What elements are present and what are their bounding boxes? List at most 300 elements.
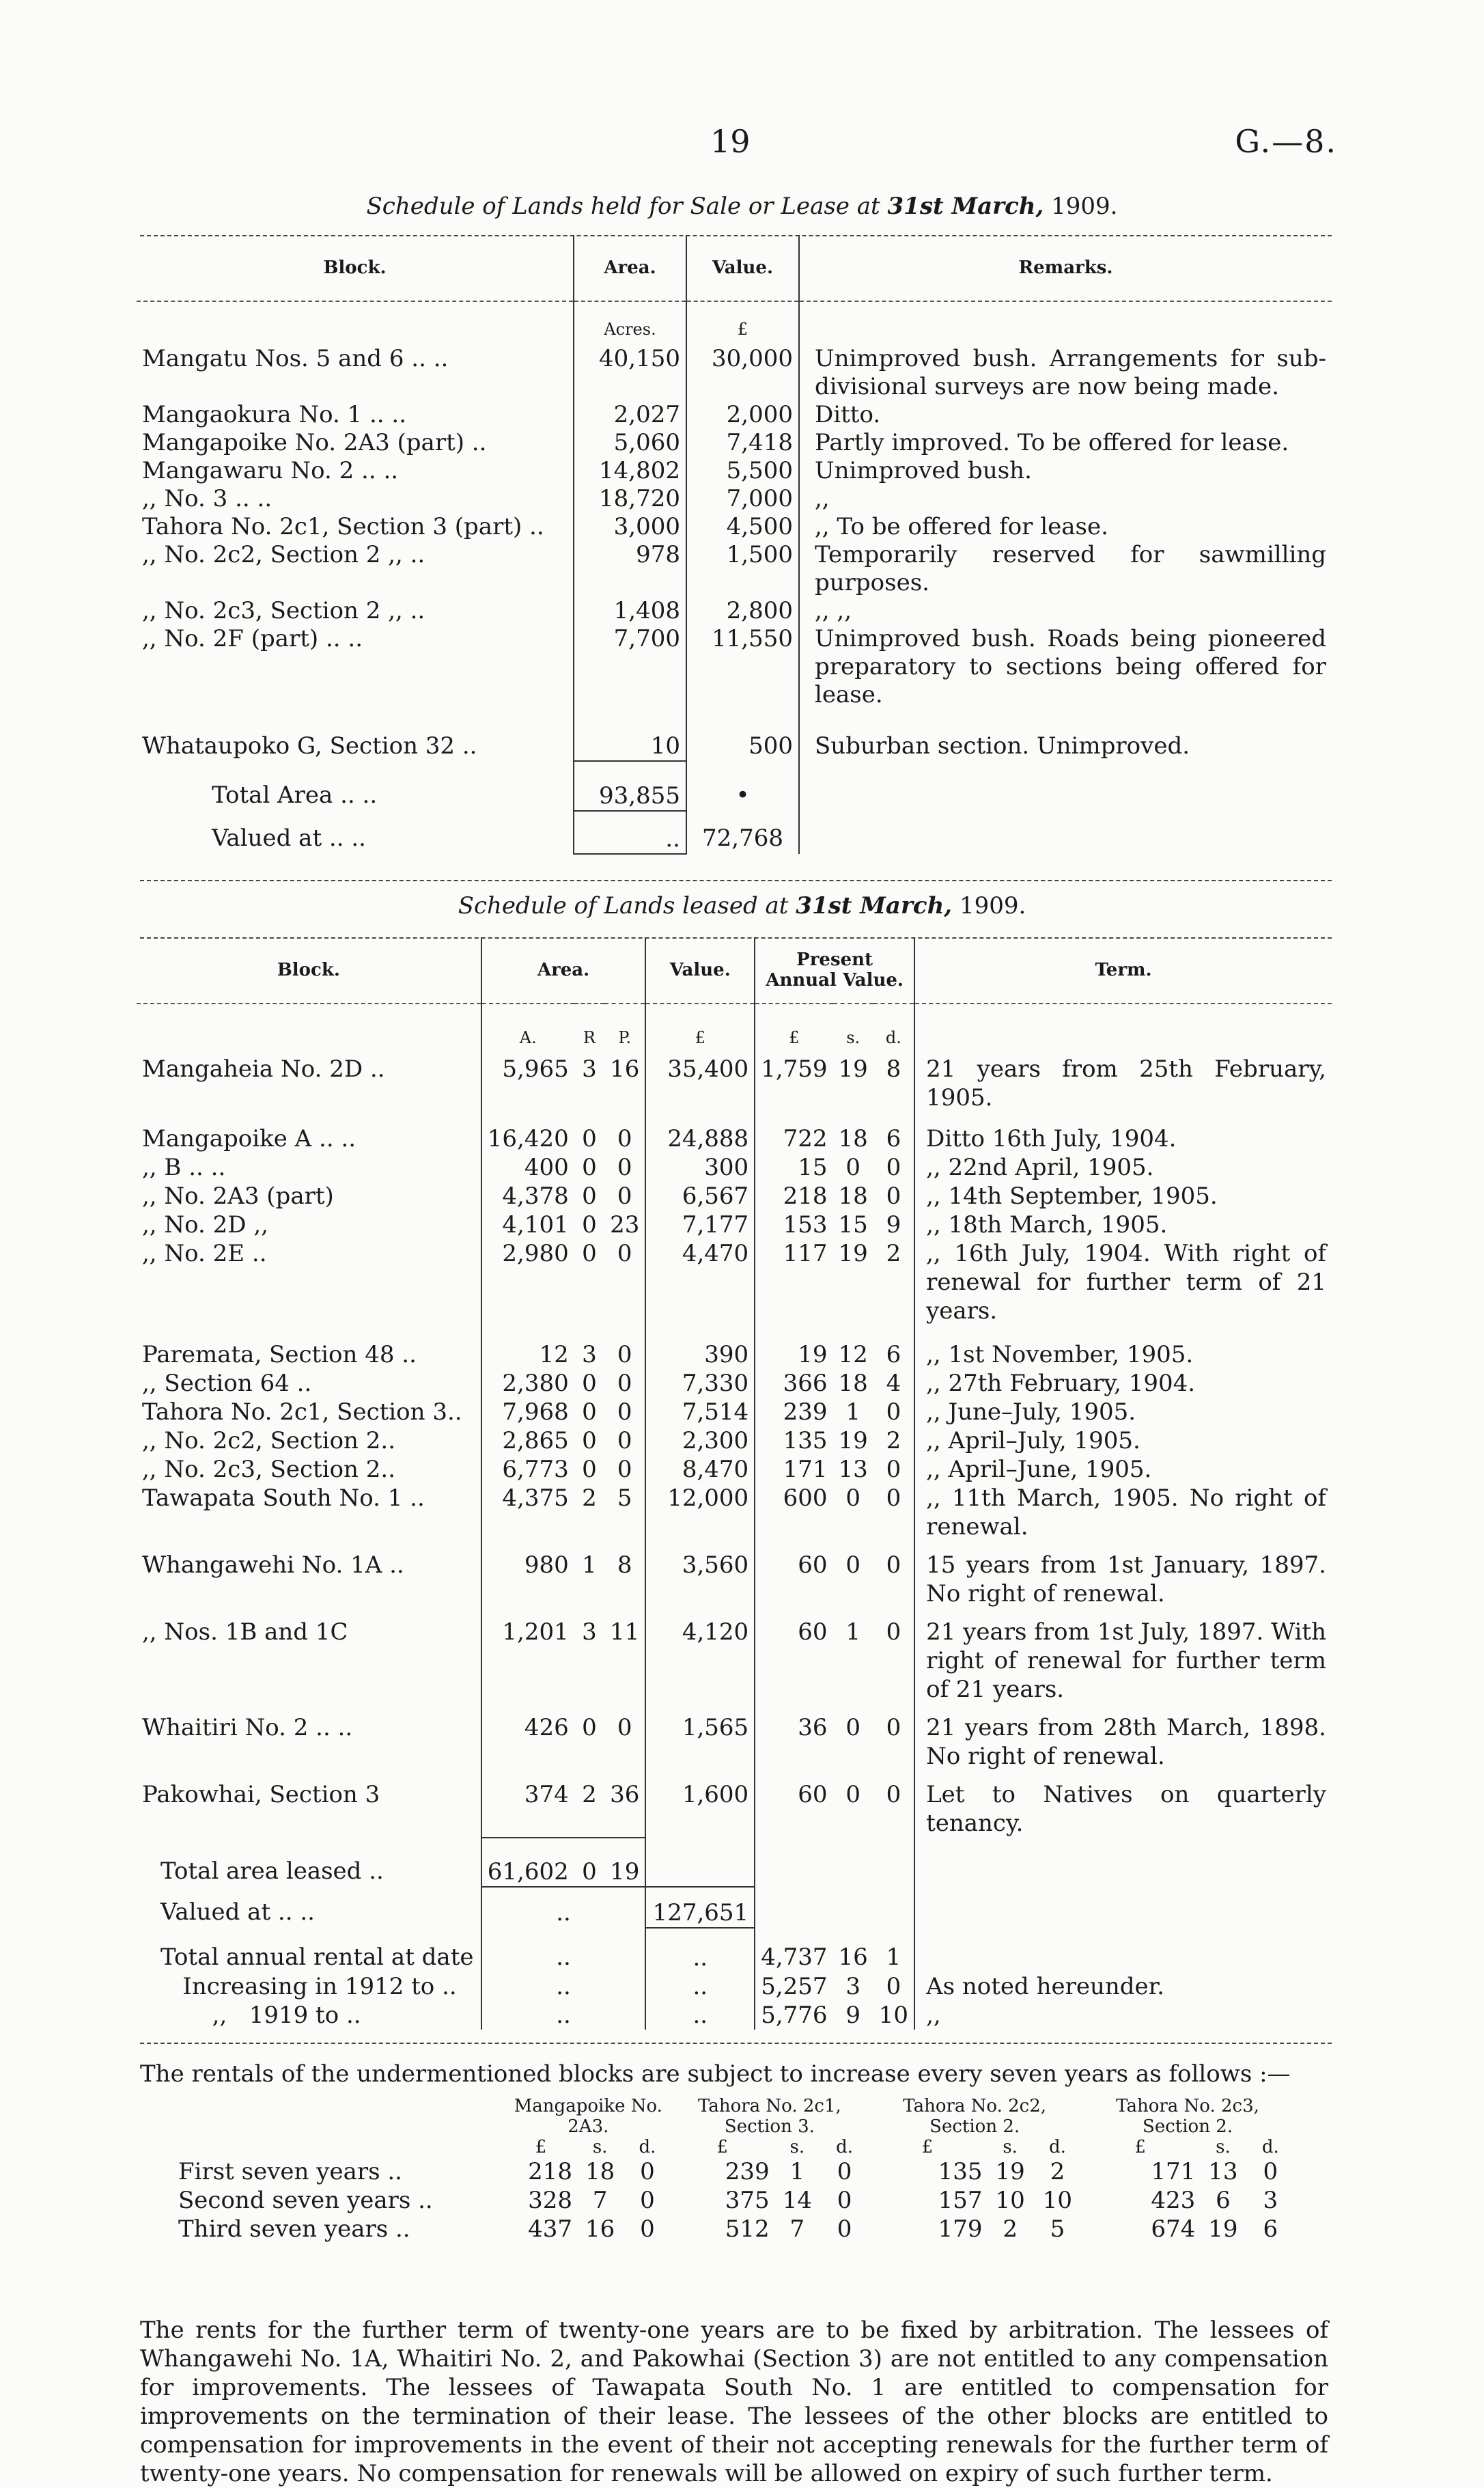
rent-pounds: 722 — [755, 1112, 832, 1153]
area-roods: 2 — [582, 1781, 597, 1808]
area-roods: 3 — [582, 1055, 597, 1083]
block-name: ,, No. 2c3, Section 2.. — [142, 1456, 395, 1483]
schedule2-title-year: 1909. — [959, 892, 1026, 920]
area-value: 18,720 — [574, 485, 686, 513]
rent-pounds: 1,759 — [755, 1052, 832, 1112]
block-name: Pakowhai, Section 3 — [142, 1781, 380, 1808]
rent-pence: 6 — [886, 1341, 901, 1368]
rental-area: .. — [481, 1972, 646, 2001]
block-name: Whangawehi No. 1A .. — [142, 1551, 404, 1579]
increase-shillings: 7 — [789, 2215, 805, 2243]
increase-pounds: 674 — [1151, 2215, 1196, 2243]
total-label: Total area leased .. — [160, 1857, 384, 1885]
rental-term — [914, 1928, 1332, 1972]
area-roods: 0 — [582, 1211, 597, 1239]
col-header-present-annual-value: Present Annual Value. — [755, 937, 914, 1004]
area-roods: 0 — [582, 1456, 597, 1483]
increase-shillings: 16 — [585, 2215, 615, 2243]
rent-pence: 0 — [886, 1618, 901, 1646]
table-row — [137, 1325, 1332, 1369]
block-name: Tahora No. 2c1, Section 3.. — [142, 1398, 462, 1426]
rental-row — [137, 2001, 1332, 2030]
value-amount: 500 — [686, 709, 799, 761]
area-roods: 1 — [582, 1551, 597, 1579]
rent-pounds: 366 — [755, 1369, 832, 1398]
increase-pence: 0 — [837, 2215, 852, 2243]
table-row — [137, 1704, 1332, 1771]
rent-pounds: 60 — [755, 1771, 832, 1838]
unit-shillings: s. — [789, 2137, 805, 2157]
table-row — [137, 1112, 1332, 1153]
remarks-text: Unimproved bush. Roads being pioneered preparatory to sections being offered for lease. — [799, 625, 1332, 709]
unit-shillings: s. — [592, 2137, 608, 2157]
unit-acres: A. — [481, 1004, 574, 1052]
area-perches: 0 — [617, 1427, 632, 1454]
value-amount: 4,470 — [645, 1239, 755, 1325]
block-name: Mangatu Nos. 5 and 6 .. .. — [142, 345, 449, 372]
value-amount: 8,470 — [645, 1455, 755, 1484]
col-header-block: Block. — [137, 937, 481, 1004]
term-text: Let to Natives on quarterly tenancy. — [914, 1771, 1332, 1838]
table-row — [137, 1211, 1332, 1239]
area-roods: 0 — [582, 1154, 597, 1181]
area-perches: 23 — [610, 1211, 640, 1239]
area-perches: 8 — [617, 1551, 632, 1579]
increase-row — [174, 2157, 1294, 2186]
increase-header-row — [174, 2096, 1294, 2137]
rent-shillings: 12 — [838, 1341, 868, 1368]
rent-pence: 8 — [886, 1055, 901, 1083]
unit-pence: d. — [1048, 2137, 1066, 2157]
value-amount: 390 — [645, 1325, 755, 1369]
value-amount: 4,500 — [686, 513, 799, 541]
area-acres: 426 — [481, 1704, 574, 1771]
area-acres: 2,380 — [481, 1369, 574, 1398]
rental-shillings: 9 — [845, 2002, 860, 2029]
area-perches: 0 — [617, 1125, 632, 1152]
rent-pounds: 36 — [755, 1704, 832, 1771]
increase-shillings: 10 — [995, 2187, 1025, 2214]
area-perches: 5 — [617, 1484, 632, 1512]
area-roods: 0 — [582, 1714, 597, 1741]
schedule1-title-year: 1909. — [1051, 193, 1118, 220]
area-value: 40,150 — [574, 344, 686, 401]
term-text: 21 years from 1st July, 1897. With right of renewal for further term of 21 years. — [914, 1608, 1332, 1704]
remarks-text: Temporarily reserved for sawmilling purposes. — [799, 541, 1332, 597]
rent-pounds: 19 — [755, 1325, 832, 1369]
rent-pence: 0 — [886, 1183, 901, 1210]
value-amount: 7,330 — [645, 1369, 755, 1398]
col-header-remarks: Remarks. — [799, 235, 1332, 301]
total-value: • — [686, 761, 799, 811]
unit-pounds: £ — [1134, 2137, 1146, 2157]
rent-pounds: 60 — [755, 1608, 832, 1704]
rent-pence: 4 — [886, 1370, 901, 1397]
term-text: 15 years from 1st January, 1897. No right of renewal. — [914, 1541, 1332, 1608]
block-name: Mangapoike No. 2A3 (part) .. — [142, 429, 487, 456]
col-header-area: Area. — [481, 937, 646, 1004]
table-row — [137, 625, 1332, 709]
schedule2-title-date: 31st March, — [796, 892, 953, 920]
rental-term: ,, — [914, 2001, 1332, 2030]
increase-pounds: 512 — [725, 2215, 770, 2243]
table-row — [137, 344, 1332, 401]
area-roods: 0 — [582, 1370, 597, 1397]
rental-value: .. — [645, 1972, 755, 2001]
value-amount: 11,550 — [686, 625, 799, 709]
rental-shillings: 3 — [845, 1973, 860, 2000]
block-name: ,, Nos. 1B and 1C — [142, 1618, 348, 1646]
area-perches: 0 — [617, 1456, 632, 1483]
rent-pounds: 60 — [755, 1541, 832, 1608]
rental-label: Total annual rental at date — [160, 1944, 474, 1971]
table-row — [137, 1426, 1332, 1455]
increase-pence: 0 — [640, 2215, 655, 2243]
unit-roods: R — [583, 1028, 596, 1047]
increase-pounds: 157 — [938, 2187, 983, 2214]
block-name: ,, No. 2A3 (part) — [142, 1183, 334, 1210]
value-amount: 1,500 — [686, 541, 799, 597]
increase-pounds: 179 — [938, 2215, 983, 2243]
increase-column-header: Mangapoike No. 2A3. — [514, 2096, 662, 2137]
col-header-value: Value. — [645, 937, 755, 1004]
rental-value: .. — [645, 1928, 755, 1972]
table-row — [137, 597, 1332, 625]
rent-shillings: 0 — [845, 1154, 860, 1181]
value-amount: 4,120 — [645, 1608, 755, 1704]
value-amount: 3,560 — [645, 1541, 755, 1608]
rent-pence: 9 — [886, 1211, 901, 1239]
table-row — [137, 485, 1332, 513]
term-text: 21 years from 25th February, 1905. — [914, 1052, 1332, 1112]
increase-row — [174, 2186, 1294, 2215]
term-text: ,, April–June, 1905. — [914, 1455, 1332, 1484]
block-name: Tawapata South No. 1 .. — [142, 1484, 425, 1512]
table-row — [137, 1484, 1332, 1541]
increase-shillings: 19 — [995, 2158, 1025, 2185]
increase-pence: 3 — [1263, 2187, 1278, 2214]
area-perches: 0 — [617, 1398, 632, 1426]
unit-pence: d. — [639, 2137, 656, 2157]
area-acres: 4,375 — [481, 1484, 574, 1541]
unit-pounds: £ — [921, 2137, 934, 2157]
rent-pounds: 218 — [755, 1182, 832, 1211]
remarks-text: Unimproved bush. — [799, 457, 1332, 485]
unit-acres: Acres. — [574, 301, 686, 344]
area-perches: 0 — [617, 1370, 632, 1397]
increase-pence: 5 — [1050, 2215, 1065, 2243]
area-value: 978 — [574, 541, 686, 597]
value-amount: 2,000 — [686, 401, 799, 429]
term-text: Ditto 16th July, 1904. — [914, 1112, 1332, 1153]
value-amount: 5,500 — [686, 457, 799, 485]
area-acres: 4,101 — [481, 1211, 574, 1239]
closing-paragraph: The rents for the further term of twenty-one years are to be fixed by arbitration. The lessees of Whangawehi No. 1A, Whaitiri No. 2, and Pakowhai (Section 3) are not entitled to any compensation for improvements. The lessees of Tawapata South No. 1 are entitled to compensation for improvements on the termination of their lease. The lessees of the other blocks are entitled to compensation for improvements in the event of their not accepting renewals for the further term of twenty-one years. No compensation for renewals will be allowed on expiry of such further term. — [140, 2317, 1328, 2487]
increase-pounds: 239 — [725, 2158, 770, 2185]
area-acres: 1,201 — [481, 1608, 574, 1704]
valued-value: 127,651 — [645, 1887, 755, 1928]
rental-row — [137, 1928, 1332, 1972]
area-roods: 2 — [582, 1484, 597, 1512]
rental-term: As noted hereunder. — [914, 1972, 1332, 2001]
block-name: Mangaheia No. 2D .. — [142, 1055, 385, 1083]
block-name: Mangaokura No. 1 .. .. — [142, 401, 407, 428]
increase-pounds: 423 — [1151, 2187, 1196, 2214]
increase-pounds: 375 — [725, 2187, 770, 2214]
col-header-area: Area. — [574, 235, 686, 301]
area-perches: 16 — [610, 1055, 640, 1083]
rental-label: Increasing in 1912 to .. — [160, 1973, 457, 2000]
area-acres: 16,420 — [481, 1112, 574, 1153]
area-roods: 0 — [582, 1125, 597, 1152]
value-amount: 35,400 — [645, 1052, 755, 1112]
block-name: ,, No. 2F (part) .. .. — [142, 625, 363, 652]
value-amount: 6,567 — [645, 1182, 755, 1211]
rent-pence: 0 — [886, 1398, 901, 1426]
value-amount: 300 — [645, 1153, 755, 1182]
col-header-term: Term. — [914, 937, 1332, 1004]
rent-shillings: 18 — [838, 1183, 868, 1210]
table-row — [137, 709, 1332, 761]
increase-pence: 6 — [1263, 2215, 1278, 2243]
rental-pounds: 5,776 — [755, 2001, 832, 2030]
area-perches: 0 — [617, 1183, 632, 1210]
schedule1-title — [0, 193, 1484, 220]
rent-pounds: 15 — [755, 1153, 832, 1182]
unit-pounds: £ — [645, 1004, 755, 1052]
increase-pounds: 171 — [1151, 2158, 1196, 2185]
rent-pounds: 171 — [755, 1455, 832, 1484]
remarks-text: ,, — [799, 485, 1332, 513]
unit-pence: d. — [1261, 2137, 1279, 2157]
remarks-text: ,, ,, — [799, 597, 1332, 625]
increase-label: First seven years .. — [178, 2158, 402, 2185]
total-leased-row — [137, 1838, 1332, 1887]
total-area-row — [137, 761, 1332, 811]
value-amount: 1,565 — [645, 1704, 755, 1771]
table-row — [137, 1182, 1332, 1211]
remarks-text: ,, To be offered for lease. — [799, 513, 1332, 541]
term-text: ,, 11th March, 1905. No right of renewal. — [914, 1484, 1332, 1541]
area-perches: 0 — [617, 1154, 632, 1181]
rental-pence: 10 — [878, 2002, 909, 2029]
value-amount: 7,000 — [686, 485, 799, 513]
increase-shillings: 6 — [1216, 2187, 1231, 2214]
rental-pence: 0 — [886, 1973, 901, 2000]
rental-value: .. — [645, 2001, 755, 2030]
increase-pence: 0 — [640, 2187, 655, 2214]
term-text: ,, 18th March, 1905. — [914, 1211, 1332, 1239]
rental-pounds: 5,257 — [755, 1972, 832, 2001]
area-value: 14,802 — [574, 457, 686, 485]
increase-shillings: 13 — [1208, 2158, 1238, 2185]
increase-pounds: 437 — [528, 2215, 572, 2243]
rent-shillings: 19 — [838, 1055, 868, 1083]
area-value: 2,027 — [574, 401, 686, 429]
value-amount: 7,177 — [645, 1211, 755, 1239]
schedule2-title-text: Schedule of Lands leased at — [458, 892, 789, 920]
table-row — [137, 1771, 1332, 1838]
unit-pounds: £ — [686, 301, 799, 344]
total-label: Total Area .. .. — [212, 782, 378, 809]
value-amount: 12,000 — [645, 1484, 755, 1541]
rental-pounds: 4,737 — [755, 1928, 832, 1972]
rent-shillings: 0 — [845, 1484, 860, 1512]
value-amount: 30,000 — [686, 344, 799, 401]
area-roods: 0 — [582, 1240, 597, 1267]
table-row — [137, 1239, 1332, 1325]
term-text: ,, 22nd April, 1905. — [914, 1153, 1332, 1182]
rent-pounds: 117 — [755, 1239, 832, 1325]
area-acres: 2,865 — [481, 1426, 574, 1455]
area-perches: 0 — [617, 1341, 632, 1368]
unit-pounds: £ — [755, 1004, 832, 1052]
rent-pence: 0 — [886, 1154, 901, 1181]
term-text: 21 years from 28th March, 1898. No right of renewal. — [914, 1704, 1332, 1771]
valued-area: .. — [481, 1887, 646, 1928]
term-text: ,, 14th September, 1905. — [914, 1182, 1332, 1211]
table-row — [137, 429, 1332, 457]
increase-column-header: Tahora No. 2c1, Section 3. — [698, 2096, 841, 2137]
rent-pence: 2 — [886, 1427, 901, 1454]
area-value: 10 — [574, 709, 686, 761]
schedule1-title-date: 31st March, — [887, 193, 1044, 220]
total-area: .. — [574, 811, 686, 854]
increase-label: Second seven years .. — [178, 2187, 433, 2214]
increase-pounds: 328 — [528, 2187, 572, 2214]
increase-row — [174, 2215, 1294, 2243]
area-acres: 2,980 — [481, 1239, 574, 1325]
increase-label: Third seven years .. — [178, 2215, 410, 2243]
rent-pounds: 239 — [755, 1398, 832, 1426]
block-name: ,, No. 2E .. — [142, 1240, 267, 1267]
col-header-block: Block. — [137, 235, 574, 301]
area-roods: 3 — [582, 1618, 597, 1646]
increase-pounds: 135 — [938, 2158, 983, 2185]
schedule1-table — [137, 235, 1332, 855]
valued-at-row — [137, 1887, 1332, 1928]
increase-shillings: 7 — [592, 2187, 608, 2214]
table-row — [137, 401, 1332, 429]
valued-at-row — [137, 811, 1332, 854]
area-perches: 36 — [610, 1781, 640, 1808]
area-acres: 4,378 — [481, 1182, 574, 1211]
rental-shillings: 16 — [838, 1944, 868, 1971]
area-roods: 0 — [582, 1398, 597, 1426]
rent-shillings: 15 — [838, 1211, 868, 1239]
term-text: ,, 16th July, 1904. With right of renewal for further term of 21 years. — [914, 1239, 1332, 1325]
table-row — [137, 1369, 1332, 1398]
area-acres: 400 — [481, 1153, 574, 1182]
total-label: Valued at .. .. — [212, 825, 366, 852]
table-row — [137, 1052, 1332, 1112]
increase-pence: 10 — [1042, 2187, 1073, 2214]
increase-shillings: 1 — [789, 2158, 805, 2185]
unit-shillings: s. — [846, 1028, 860, 1047]
remarks-text: Suburban section. Unimproved. — [799, 709, 1332, 761]
rule — [140, 880, 1332, 881]
table-row — [137, 513, 1332, 541]
unit-pounds: £ — [535, 2137, 547, 2157]
rent-shillings: 19 — [838, 1427, 868, 1454]
rent-shillings: 0 — [845, 1781, 860, 1808]
block-name: Mangapoike A .. .. — [142, 1125, 356, 1152]
area-acres: 980 — [481, 1541, 574, 1608]
rent-shillings: 18 — [838, 1370, 868, 1397]
rent-shillings: 13 — [838, 1456, 868, 1483]
area-acres: 6,773 — [481, 1455, 574, 1484]
increase-pounds: 218 — [528, 2158, 572, 2185]
increase-shillings: 19 — [1208, 2215, 1238, 2243]
block-name: Whataupoko G, Section 32 .. — [142, 732, 477, 760]
rent-shillings: 18 — [838, 1125, 868, 1152]
block-name: ,, No. 3 .. .. — [142, 485, 272, 512]
increase-pence: 2 — [1050, 2158, 1065, 2185]
area-acres: 374 — [481, 1771, 574, 1838]
increase-shillings: 2 — [1003, 2215, 1018, 2243]
rent-pounds: 153 — [755, 1211, 832, 1239]
unit-pence: d. — [836, 2137, 854, 2157]
rent-pence: 2 — [886, 1240, 901, 1267]
area-perches: 0 — [617, 1240, 632, 1267]
block-name: Whaitiri No. 2 .. .. — [142, 1714, 353, 1741]
block-name: ,, No. 2c2, Section 2 ,, .. — [142, 541, 425, 568]
term-text: ,, 1st November, 1905. — [914, 1325, 1332, 1369]
unit-shillings: s. — [1216, 2137, 1231, 2157]
rent-pence: 6 — [886, 1125, 901, 1152]
table-row — [137, 1608, 1332, 1704]
value-amount: 7,514 — [645, 1398, 755, 1426]
area-value: 3,000 — [574, 513, 686, 541]
rent-pence: 0 — [886, 1714, 901, 1741]
rent-pence: 0 — [886, 1551, 901, 1579]
block-name: Paremata, Section 48 .. — [142, 1341, 417, 1368]
unit-pence: d. — [885, 1028, 901, 1047]
value-amount: 2,800 — [686, 597, 799, 625]
increase-intro: The rentals of the undermentioned blocks are subject to increase every seven years as follows :— — [140, 2060, 1291, 2088]
rent-shillings: 1 — [845, 1398, 860, 1426]
increase-shillings: 14 — [782, 2187, 812, 2214]
unit-perches: P. — [618, 1028, 632, 1047]
rent-pounds: 600 — [755, 1484, 832, 1541]
table-row — [137, 1455, 1332, 1484]
table-row — [137, 541, 1332, 597]
block-name: Mangawaru No. 2 .. .. — [142, 457, 399, 484]
rent-shillings: 19 — [838, 1240, 868, 1267]
block-name: ,, No. 2c3, Section 2 ,, .. — [142, 597, 425, 624]
schedule1-title-text: Schedule of Lands held for Sale or Lease at — [366, 193, 880, 220]
area-value: 5,060 — [574, 429, 686, 457]
rule — [140, 2043, 1332, 2044]
total-roods: 0 — [574, 1838, 604, 1887]
value-amount: 7,418 — [686, 429, 799, 457]
increase-pence: 0 — [640, 2158, 655, 2185]
schedule2-table — [137, 937, 1332, 2030]
table-row — [137, 1541, 1332, 1608]
total-perches: 19 — [604, 1838, 645, 1887]
area-acres: 12 — [481, 1325, 574, 1369]
block-name: ,, Section 64 .. — [142, 1370, 312, 1397]
term-text: ,, June–July, 1905. — [914, 1398, 1332, 1426]
block-name: ,, B .. .. — [142, 1154, 226, 1181]
remarks-text: Unimproved bush. Arrangements for sub-divisional surveys are now being made. — [799, 344, 1332, 401]
term-text: ,, April–July, 1905. — [914, 1426, 1332, 1455]
table-row — [137, 457, 1332, 485]
remarks-text: Partly improved. To be offered for lease. — [799, 429, 1332, 457]
rental-area: .. — [481, 2001, 646, 2030]
col-header-value: Value. — [686, 235, 799, 301]
area-value: 1,408 — [574, 597, 686, 625]
